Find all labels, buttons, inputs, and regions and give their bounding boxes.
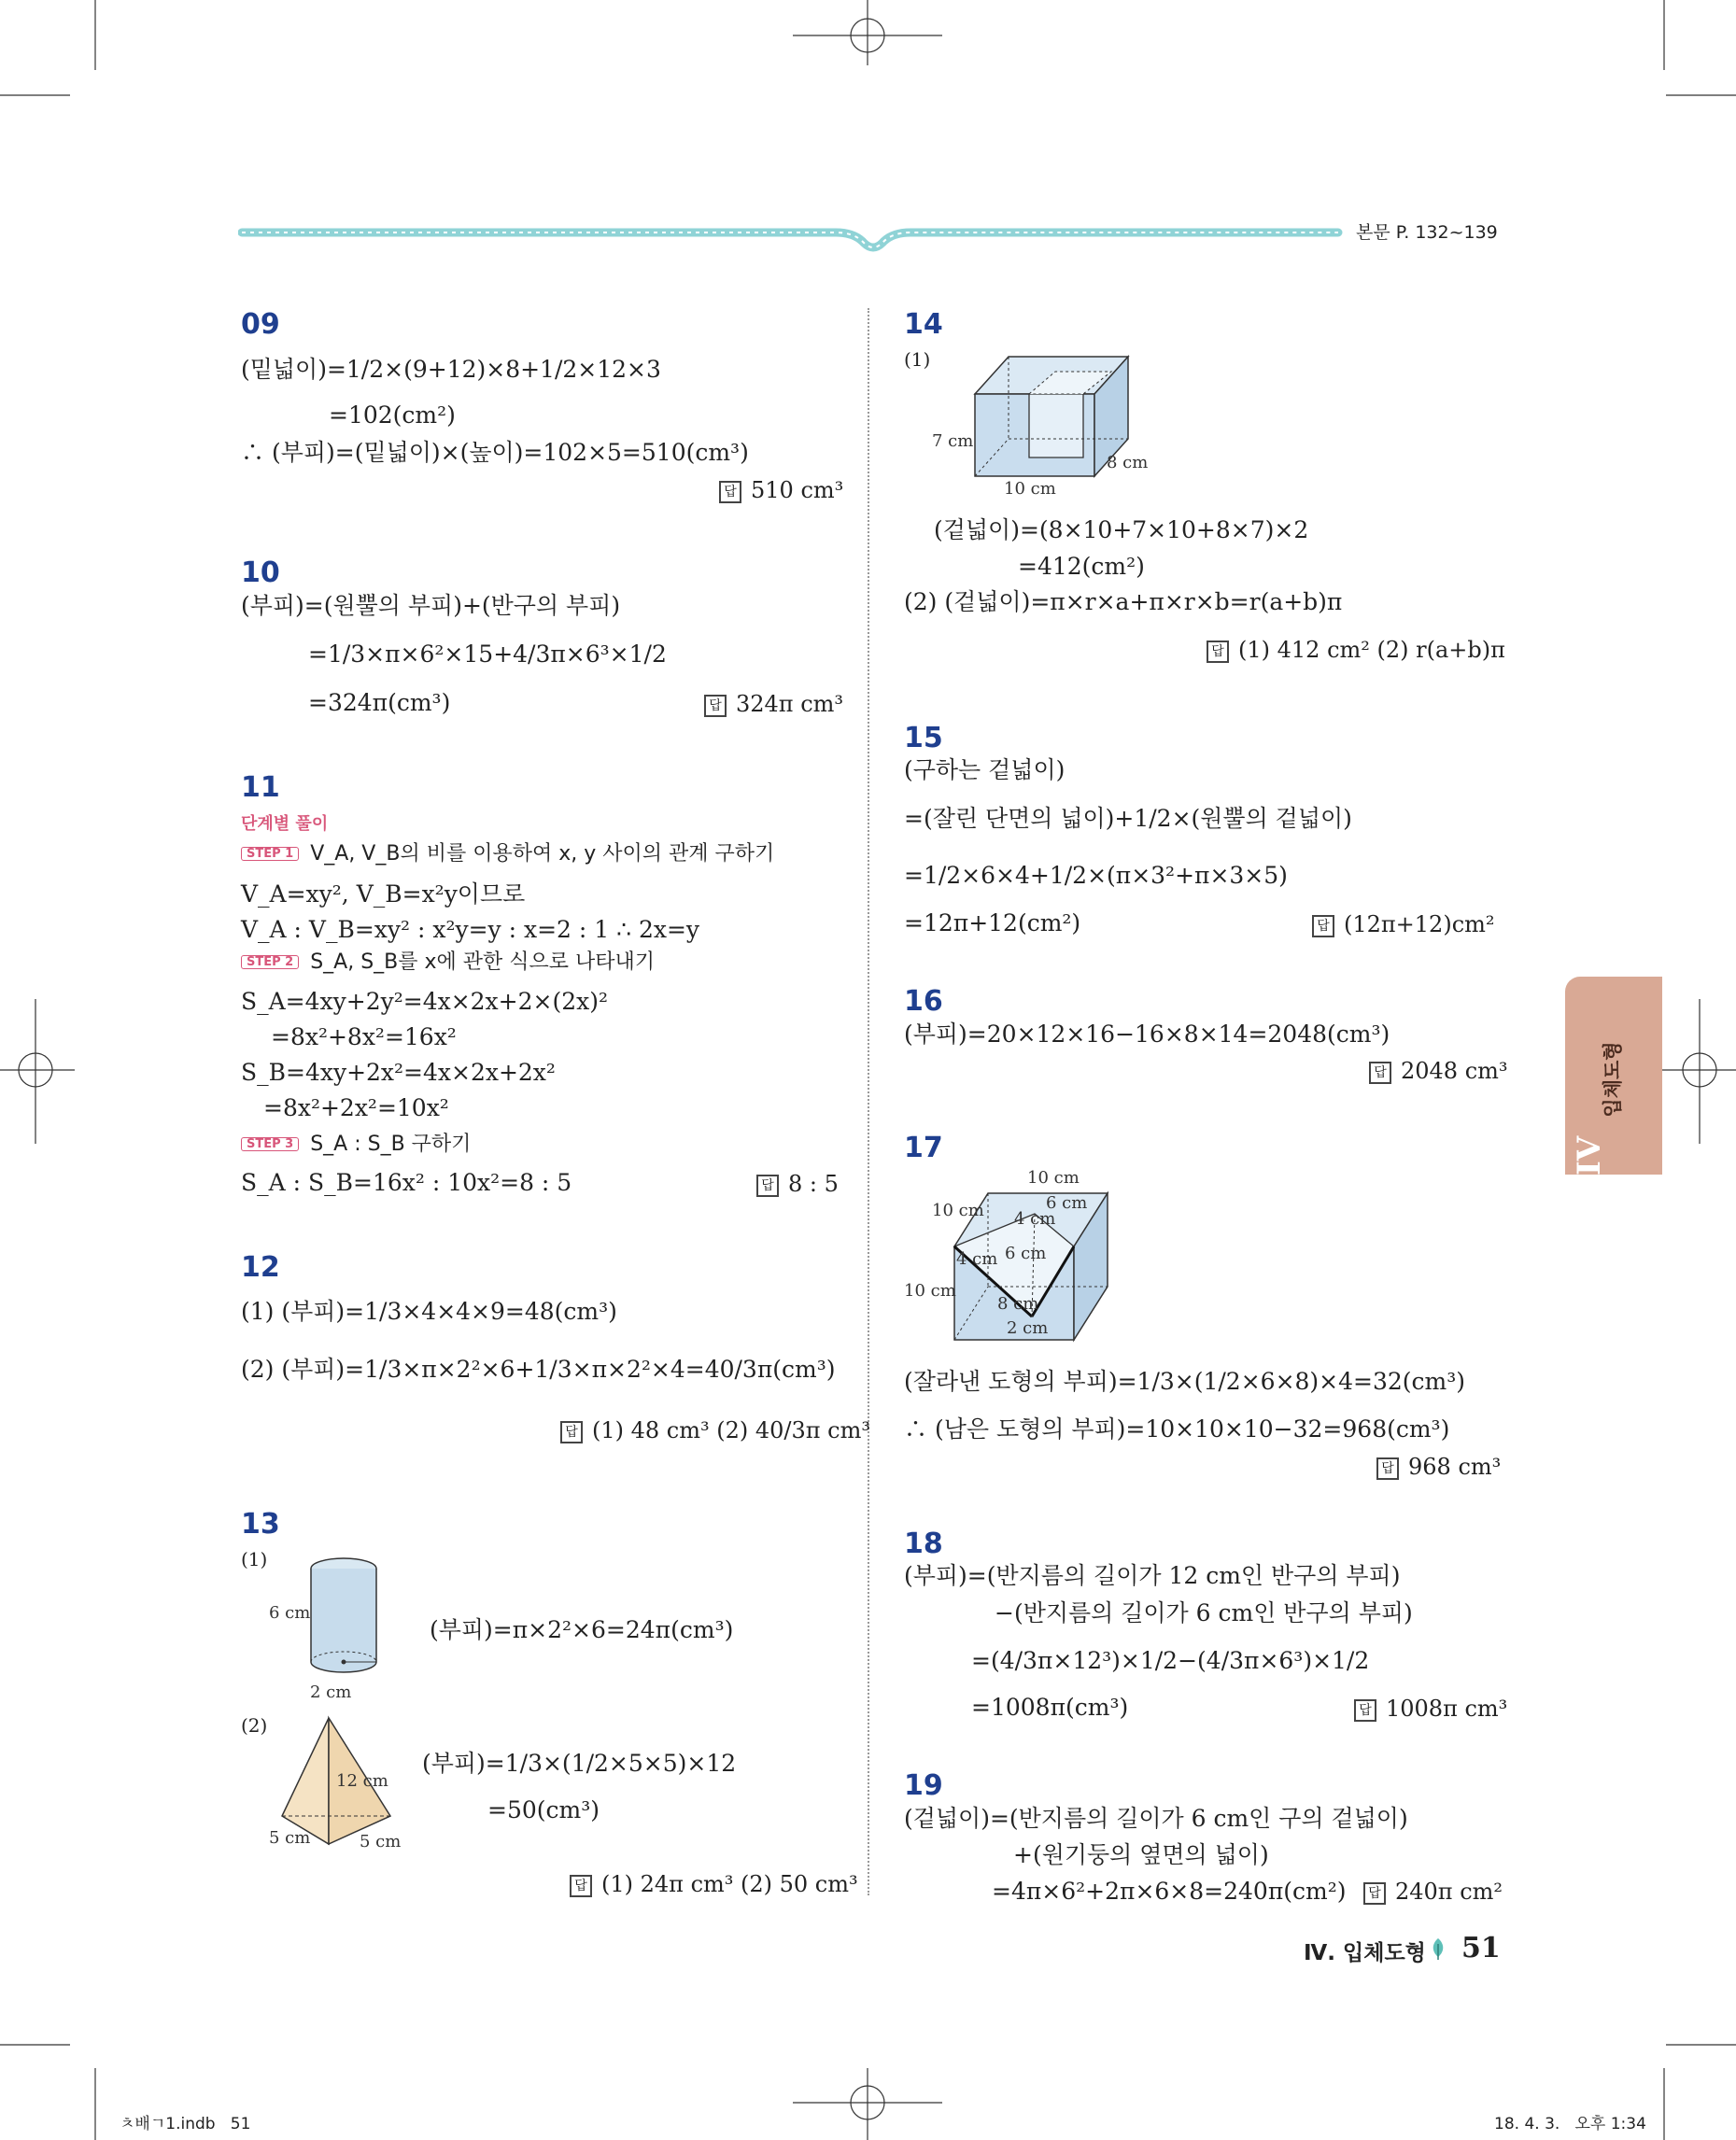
p15-line1: (구하는 겉넓이)	[904, 756, 1066, 783]
p10-answer: 답 324π cm³	[704, 691, 843, 717]
p13-part1: (1)	[241, 1548, 268, 1570]
header-band	[238, 215, 1359, 261]
page-number: 51	[1461, 1932, 1501, 1964]
p10-line3: =324π(cm³)	[308, 689, 451, 716]
p19-line1: (겉넓이)=(반지름의 길이가 6 cm인 구의 겉넓이)	[904, 1805, 1408, 1832]
p16-answer: 답 2048 cm³	[1369, 1058, 1508, 1084]
p19-line2: +(원기둥의 옆면의 넓이)	[1013, 1841, 1269, 1868]
problem-16-number: 16	[904, 985, 943, 1018]
p13-line1: (부피)=π×2²×6=24π(cm³)	[430, 1616, 734, 1643]
p11-step3: STEP 3 S_A : S_B 구하기	[241, 1134, 471, 1155]
p11-line7: S_A : S_B=16x² : 10x²=8 : 5	[241, 1169, 572, 1196]
p12-line1: (1) (부피)=1/3×4×4×9=48(cm³)	[241, 1298, 617, 1325]
p17-label-2: 10 cm	[932, 1201, 984, 1220]
header-ref: 본문 P. 132~139	[1356, 222, 1498, 243]
column-divider	[868, 308, 869, 1895]
p09-line2: =102(cm²)	[329, 401, 456, 429]
cylinder-figure	[271, 1550, 392, 1699]
problem-19-number: 19	[904, 1769, 943, 1802]
p13-part2: (2)	[241, 1714, 268, 1737]
p13-line2: (부피)=1/3×(1/2×5×5)×12	[422, 1750, 737, 1777]
p17-label-7: 10 cm	[904, 1281, 956, 1301]
answer-icon: 답	[719, 481, 741, 503]
p17-label-5: 4 cm	[956, 1249, 998, 1269]
p14-fig-c: 10 cm	[1004, 479, 1056, 499]
p18-line4: =1008π(cm³)	[971, 1694, 1129, 1721]
p19-answer: 답 240π cm²	[1363, 1879, 1503, 1905]
problem-17-number: 17	[904, 1132, 943, 1164]
p13-fig1-height: 6 cm	[269, 1603, 311, 1623]
p18-line2: −(반지름의 길이가 6 cm인 반구의 부피)	[995, 1599, 1413, 1626]
footer-timestamp: 18. 4. 3. 오후 1:34	[1494, 2115, 1646, 2133]
p13-answer: 답 (1) 24π cm³ (2) 50 cm³	[570, 1871, 858, 1897]
problem-10-number: 10	[241, 556, 280, 589]
p18-line1: (부피)=(반지름의 길이가 12 cm인 반구의 부피)	[904, 1562, 1401, 1589]
p17-label-8: 8 cm	[997, 1294, 1039, 1314]
p17-answer: 답 968 cm³	[1376, 1454, 1501, 1480]
p11-line2: V_A : V_B=xy² : x²y=y : x=2 : 1 ∴ 2x=y	[241, 916, 700, 943]
p13-fig2-side-b: 5 cm	[360, 1832, 402, 1851]
p13-fig2-side-a: 5 cm	[269, 1828, 311, 1848]
p11-step2: STEP 2 S_A, S_B를 x에 관한 식으로 나타내기	[241, 952, 655, 973]
p11-line4: =8x²+8x²=16x²	[271, 1023, 457, 1050]
p11-answer: 답 8 : 5	[756, 1171, 839, 1197]
leaf-icon	[1430, 1936, 1447, 1961]
chapter-tab	[1565, 977, 1662, 1175]
p17-label-6: 6 cm	[1005, 1244, 1047, 1263]
problem-11-number: 11	[241, 771, 280, 804]
p14-line3: (2) (겉넓이)=π×r×a+π×r×b=r(a+b)π	[904, 588, 1343, 615]
p14-answer: 답 (1) 412 cm² (2) r(a+b)π	[1207, 637, 1505, 663]
p13-fig2-height: 12 cm	[336, 1771, 388, 1791]
p15-line4: =12π+12(cm²)	[904, 909, 1081, 936]
p14-line1: (겉넓이)=(8×10+7×10+8×7)×2	[934, 516, 1309, 543]
p13-line3: =50(cm³)	[487, 1796, 600, 1823]
p17-label-4: 4 cm	[1014, 1209, 1056, 1229]
footer-chapter: Ⅳ. 입체도형	[1304, 1941, 1426, 1965]
problem-18-number: 18	[904, 1528, 943, 1560]
problem-15-number: 15	[904, 722, 943, 754]
p13-fig1-radius: 2 cm	[310, 1682, 352, 1702]
chapter-tab-roman: IV	[1571, 1135, 1608, 1176]
p11-line6: =8x²+2x²=10x²	[263, 1094, 449, 1121]
problem-14-number: 14	[904, 308, 943, 341]
p15-answer: 답 (12π+12)cm²	[1312, 911, 1495, 937]
p14-fig-a: 7 cm	[932, 431, 974, 451]
p18-line3: =(4/3π×12³)×1/2−(4/3π×6³)×1/2	[971, 1647, 1370, 1674]
p17-label-3: 6 cm	[1046, 1193, 1088, 1213]
p12-line2: (2) (부피)=1/3×π×2²×6+1/3×π×2²×4=40/3π(cm³)	[241, 1356, 836, 1383]
problem-13-number: 13	[241, 1508, 280, 1541]
p15-line3: =1/2×6×4+1/2×(π×3²+π×3×5)	[904, 862, 1288, 889]
p17-line1: (잘라낸 도형의 부피)=1/3×(1/2×6×8)×4=32(cm³)	[904, 1368, 1466, 1395]
p15-line2: =(잘린 단면의 넓이)+1/2×(원뿔의 겉넓이)	[904, 805, 1352, 832]
p09-answer: 답 510 cm³	[719, 477, 843, 503]
p09-line3: ∴ (부피)=(밑넓이)×(높이)=102×5=510(cm³)	[241, 439, 749, 466]
p11-subtitle: 단계별 풀이	[241, 814, 329, 834]
p11-line3: S_A=4xy+2y²=4x×2x+2×(2x)²	[241, 988, 608, 1015]
p19-line3: =4π×6²+2π×6×8=240π(cm²)	[992, 1878, 1347, 1905]
p17-label-9: 2 cm	[1007, 1318, 1049, 1338]
p16-line1: (부피)=20×12×16−16×8×14=2048(cm³)	[904, 1021, 1390, 1048]
p18-answer: 답 1008π cm³	[1354, 1696, 1507, 1722]
problem-12-number: 12	[241, 1251, 280, 1284]
footer-file: ㅊ배ㄱ1.indb 51	[120, 2115, 251, 2133]
p11-line1: V_A=xy², V_B=x²y이므로	[241, 880, 526, 908]
chapter-tab-title: 입체도형	[1602, 1041, 1624, 1118]
p10-line2: =1/3×π×6²×15+4/3π×6³×1/2	[308, 641, 667, 668]
p09-line1: (밑넓이)=1/2×(9+12)×8+1/2×12×3	[241, 356, 661, 383]
problem-09-number: 09	[241, 308, 280, 341]
p14-line2: =412(cm²)	[1018, 553, 1145, 580]
p17-line2: ∴ (남은 도형의 부피)=10×10×10−32=968(cm³)	[904, 1415, 1450, 1443]
p10-line1: (부피)=(원뿔의 부피)+(반구의 부피)	[241, 592, 621, 619]
p14-fig-b: 8 cm	[1107, 453, 1149, 472]
p11-step1: STEP 1 V_A, V_B의 비를 이용하여 x, y 사이의 관계 구하기	[241, 844, 774, 865]
p12-answer: 답 (1) 48 cm³ (2) 40/3π cm³	[560, 1417, 870, 1443]
p11-line5: S_B=4xy+2x²=4x×2x+2x²	[241, 1059, 556, 1086]
p17-label-1: 10 cm	[1027, 1168, 1080, 1188]
p14-part1: (1)	[904, 348, 931, 371]
